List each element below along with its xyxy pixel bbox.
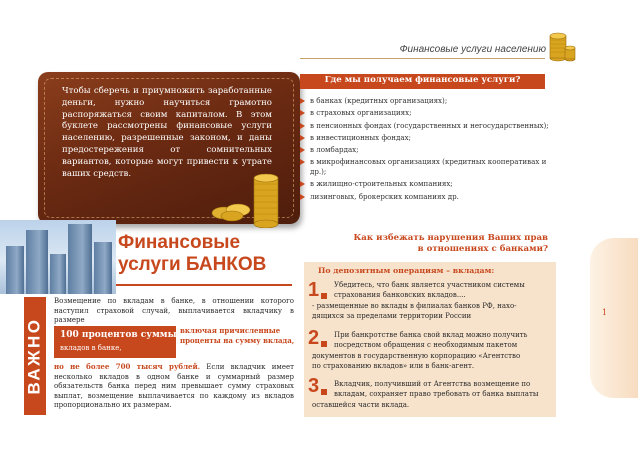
bullet-arrow-icon bbox=[300, 98, 305, 104]
list-item: в инвестиционных фондах; bbox=[300, 133, 562, 143]
step-number: 3 bbox=[308, 375, 320, 397]
bullet-arrow-icon bbox=[300, 147, 305, 153]
important-paragraph: Возмещение по вкладам в банке, в отношении которого наступил страховой случай, выплачивается вкладчику в размере bbox=[54, 297, 294, 324]
deposit-panel-title: По депозитным операциям – вкладам: bbox=[318, 266, 495, 275]
list-item: в банках (кредитных организациях); bbox=[300, 96, 562, 106]
bullet-arrow-icon bbox=[300, 110, 305, 116]
coin-stack-icon bbox=[548, 22, 576, 62]
bullet-arrow-icon bbox=[300, 181, 305, 187]
coin-stack-icon bbox=[250, 170, 282, 228]
step-square-icon bbox=[321, 389, 327, 395]
banks-underline bbox=[116, 284, 292, 286]
bullet-arrow-icon bbox=[300, 123, 305, 129]
intro-text: Чтобы сберечь и приумножить заработанные деньги, нужно научиться грамотно распоряжаться своим капиталом. В этом буклете рассмотрены финансовые услуги населению, разрешенные законом, и даны предостережения от сомнительных вариантов, которые могут привести к утрате ваших средств. bbox=[62, 86, 272, 179]
step-text: Убедитесь, что банк является участником системы bbox=[334, 281, 525, 289]
step-number: 2 bbox=[308, 327, 320, 349]
step-square-icon bbox=[321, 293, 327, 299]
list-item: лизинговых, брокерских компаниях др. bbox=[300, 192, 562, 202]
step-text: - размещенные во вклады в филиалах банков РФ, нахо- bbox=[312, 302, 517, 310]
page-number: 1 bbox=[602, 308, 608, 317]
step-text: посредством обращения с необходимым пакетом bbox=[334, 341, 518, 349]
coins-icon bbox=[210, 198, 252, 222]
step-text: по страхованию вкладов» или в банк-агент. bbox=[312, 362, 475, 370]
list-item: в ломбардах; bbox=[300, 145, 562, 155]
buildings-image bbox=[0, 220, 116, 294]
list-item: в страховых организациях; bbox=[300, 108, 562, 118]
amount-note: вкладов в банке, bbox=[60, 344, 122, 352]
step-square-icon bbox=[321, 341, 327, 347]
step-text: страхования банковских вкладов.... bbox=[334, 291, 466, 299]
institutions-list bbox=[300, 96, 562, 204]
list-item: в пенсионных фондах (государственных и негосударственных); bbox=[300, 121, 562, 131]
amount-highlight: 100 процентов суммы bbox=[60, 330, 177, 340]
banks-section-title: Финансовые услуги БАНКОВ bbox=[118, 232, 267, 275]
page-edge-decoration bbox=[590, 238, 638, 398]
step-number: 1 bbox=[308, 279, 320, 301]
interest-note: включая причисленные проценты на сумму вклада, bbox=[180, 326, 295, 345]
important-label: ВАЖНО bbox=[25, 317, 45, 395]
header-divider bbox=[300, 58, 545, 59]
bullet-arrow-icon bbox=[300, 159, 305, 165]
step-text: документов в государственную корпорацию «Агентство bbox=[312, 352, 521, 360]
page-header-title: Финансовые услуги населению bbox=[399, 44, 546, 55]
step-text: Вкладчик, получивший от Агентства возмещение по bbox=[334, 380, 531, 388]
where-title: Где мы получаем финансовые услуги? bbox=[324, 75, 521, 85]
step-text: вкладам, сохраняет право требовать от банка выплаты bbox=[334, 390, 539, 398]
important-paragraph-2: но не более 700 тысяч рублей. Если вкладчик имеет несколько вкладов в одном банке и суммарный размер обязательств банка перед ним превышает сумму страховых выплат, возмещение выплачивается по каждому из вкладов пропорционально их размерам. bbox=[54, 362, 294, 409]
step-text: дящихся за пределами территории России bbox=[312, 312, 472, 320]
step-text: оставшейся части вклада. bbox=[312, 401, 410, 409]
bullet-arrow-icon bbox=[300, 135, 305, 141]
bullet-arrow-icon bbox=[300, 194, 305, 200]
step-text: При банкротстве банка свой вклад можно получить bbox=[334, 331, 528, 339]
avoid-section-title: Как избежать нарушения Ваших прав в отношениях с банками? bbox=[353, 233, 548, 254]
list-item: в жилищно-строительных компаниях; bbox=[300, 179, 562, 189]
list-item: в микрофинансовых организациях (кредитных кооперативах и др.); bbox=[300, 157, 562, 176]
